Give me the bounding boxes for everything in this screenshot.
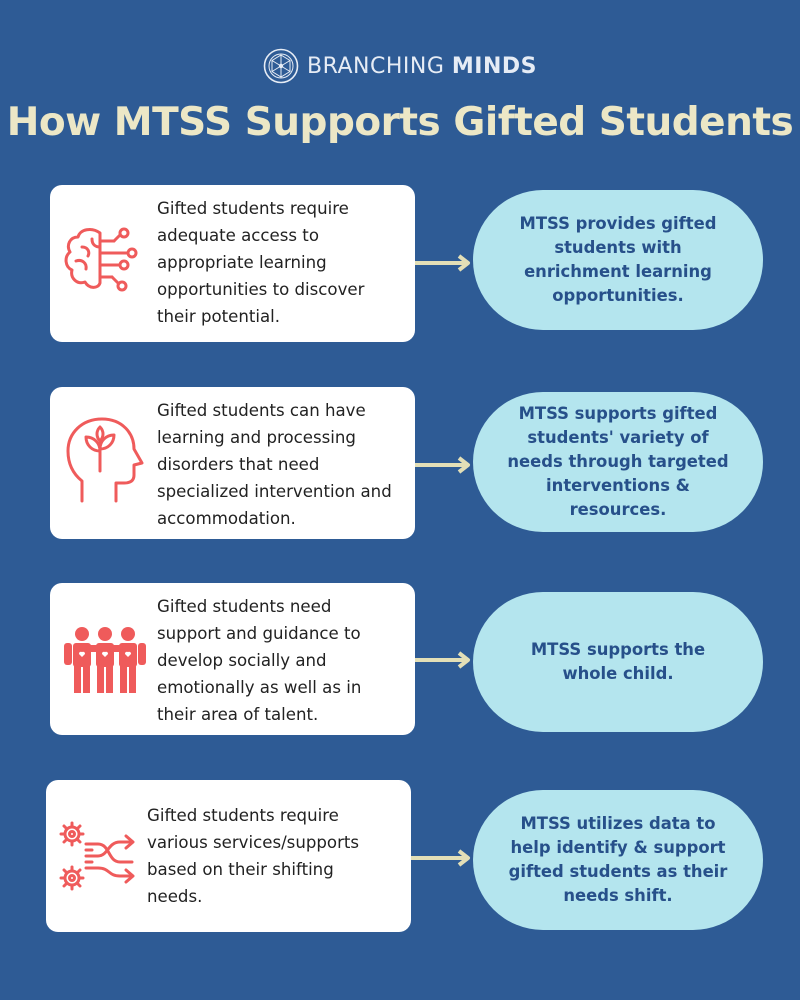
support-text-3: MTSS supports the whole child. <box>530 640 706 683</box>
need-card-3 <box>50 583 415 735</box>
arrow-4 <box>411 848 475 868</box>
arrow-1 <box>415 253 475 273</box>
support-text-4: MTSS utilizes data to help identify & support gifted students as their needs shift. <box>508 814 728 905</box>
support-text-1: MTSS provides gifted students with enrichment learning opportunities. <box>519 214 717 305</box>
head-with-plant-icon <box>64 415 144 505</box>
support-pill-3 <box>473 592 763 732</box>
gears-with-arrows-icon <box>58 820 138 896</box>
arrow-3 <box>415 650 475 670</box>
people-group-icon <box>62 625 148 695</box>
arrow-2 <box>415 455 475 475</box>
need-card-2 <box>50 387 415 539</box>
support-pill-4 <box>473 790 763 930</box>
brand-name-bold: MINDS <box>451 53 537 79</box>
support-text-2: MTSS supports gifted students' variety of needs through targeted interventions & resources. <box>507 404 729 519</box>
need-text-1: Gifted students require adequate access to appropriate learning opportunities to discover their potential. <box>157 199 365 326</box>
need-card-1 <box>50 185 415 342</box>
brand-mark-icon <box>263 48 299 84</box>
need-text-2: Gifted students can have learning and processing disorders that need specialized intervention and accommodation. <box>157 401 392 528</box>
brand-name <box>307 54 537 79</box>
page-title: How MTSS Supports Gifted Students <box>6 100 794 145</box>
brain-circuit-icon <box>62 225 142 295</box>
need-text-3: Gifted students need support and guidance to develop socially and emotionally as well as in their area of talent. <box>157 597 362 724</box>
brand-name-light: BRANCHING <box>306 53 445 79</box>
brand-logo <box>0 48 800 84</box>
support-pill-1 <box>473 190 763 330</box>
need-card-4 <box>46 780 411 932</box>
need-text-4: Gifted students require various services/supports based on their shifting needs. <box>147 806 360 906</box>
support-pill-2 <box>473 392 763 532</box>
